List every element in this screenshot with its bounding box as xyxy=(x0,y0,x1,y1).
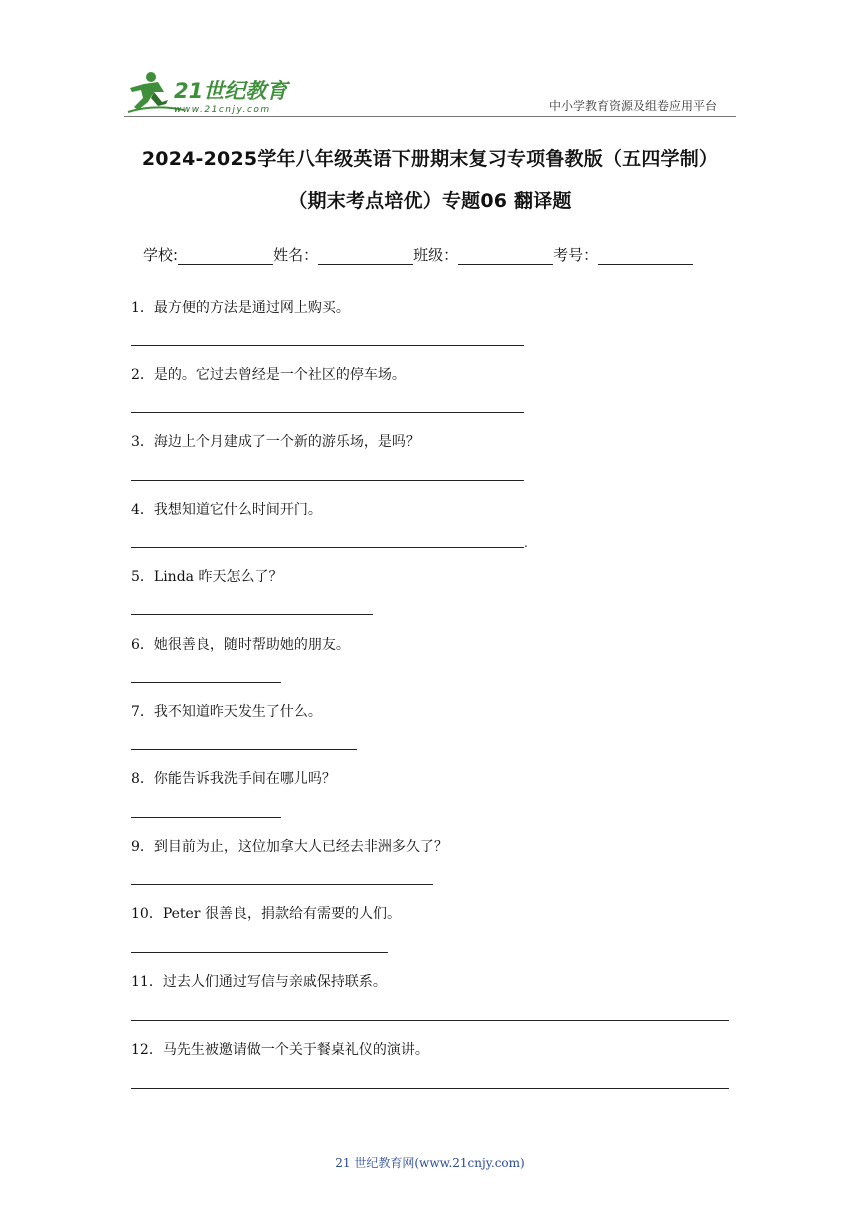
question-6: 6．她很善良，随时帮助她的朋友。 xyxy=(131,637,350,653)
answer-line-4[interactable] xyxy=(131,547,524,548)
page-title-line-2: （期末考点培优）专题06 翻译题 xyxy=(288,190,572,212)
name-field[interactable] xyxy=(273,244,413,265)
school-label: 学校: xyxy=(143,246,179,264)
question-7: 7．我不知道昨天发生了什么。 xyxy=(131,704,322,720)
school-blank[interactable] xyxy=(178,246,273,265)
class-blank[interactable] xyxy=(458,246,553,265)
footer-link[interactable]: 21 世纪教育网(www.21cnjy.com) xyxy=(335,1156,525,1170)
answer-line-5[interactable] xyxy=(131,614,373,615)
answer-line-8[interactable] xyxy=(131,817,281,818)
answer-line-11[interactable] xyxy=(131,1020,729,1021)
class-label: 班级： xyxy=(413,246,459,264)
student-info-row xyxy=(143,244,693,265)
question-4: 4．我想知道它什么时间开门。 xyxy=(131,502,322,518)
question-3: 3．海边上个月建成了一个新的游乐场，是吗？ xyxy=(131,434,420,450)
question-9: 9．到目前为止，这位加拿大人已经去非洲多久了？ xyxy=(131,839,448,855)
answer-line-9[interactable] xyxy=(131,884,433,885)
platform-label: 中小学教育资源及组卷应用平台 xyxy=(549,99,718,113)
answer-line-4-period: . xyxy=(524,536,528,550)
answer-line-12[interactable] xyxy=(131,1088,729,1089)
class-field[interactable] xyxy=(413,244,553,265)
page-title-line-1: 2024-2025学年八年级英语下册期末复习专项鲁教版（五四学制） xyxy=(141,148,719,170)
question-8: 8．你能告诉我洗手间在哪儿吗？ xyxy=(131,771,336,787)
question-5: 5．Linda 昨天怎么了？ xyxy=(131,569,283,585)
runner-icon xyxy=(124,70,294,116)
number-field[interactable] xyxy=(553,244,693,265)
answer-line-1[interactable] xyxy=(131,345,524,346)
question-1: 1．最方便的方法是通过网上购买。 xyxy=(131,300,350,316)
question-10: 10．Peter 很善良，捐款给有需要的人们。 xyxy=(131,906,401,922)
question-11: 11．过去人们通过写信与亲戚保持联系。 xyxy=(131,974,387,990)
answer-line-7[interactable] xyxy=(131,749,357,750)
answer-line-6[interactable] xyxy=(131,682,281,683)
question-12: 12．马先生被邀请做一个关于餐桌礼仪的演讲。 xyxy=(131,1042,429,1058)
number-blank[interactable] xyxy=(598,246,693,265)
number-label: 考号： xyxy=(553,246,599,264)
name-label: 姓名： xyxy=(273,246,319,264)
school-field[interactable] xyxy=(143,244,273,265)
name-blank[interactable] xyxy=(318,246,413,265)
logo-text: 21世纪教育 xyxy=(174,79,288,103)
answer-line-3[interactable] xyxy=(131,480,524,481)
logo-url-text: www.21cnjy.com xyxy=(174,105,271,115)
answer-line-10[interactable] xyxy=(131,952,388,953)
site-logo xyxy=(124,70,294,116)
answer-line-2[interactable] xyxy=(131,412,524,413)
header-divider xyxy=(124,116,736,117)
question-2: 2．是的。它过去曾经是一个社区的停车场。 xyxy=(131,367,406,383)
